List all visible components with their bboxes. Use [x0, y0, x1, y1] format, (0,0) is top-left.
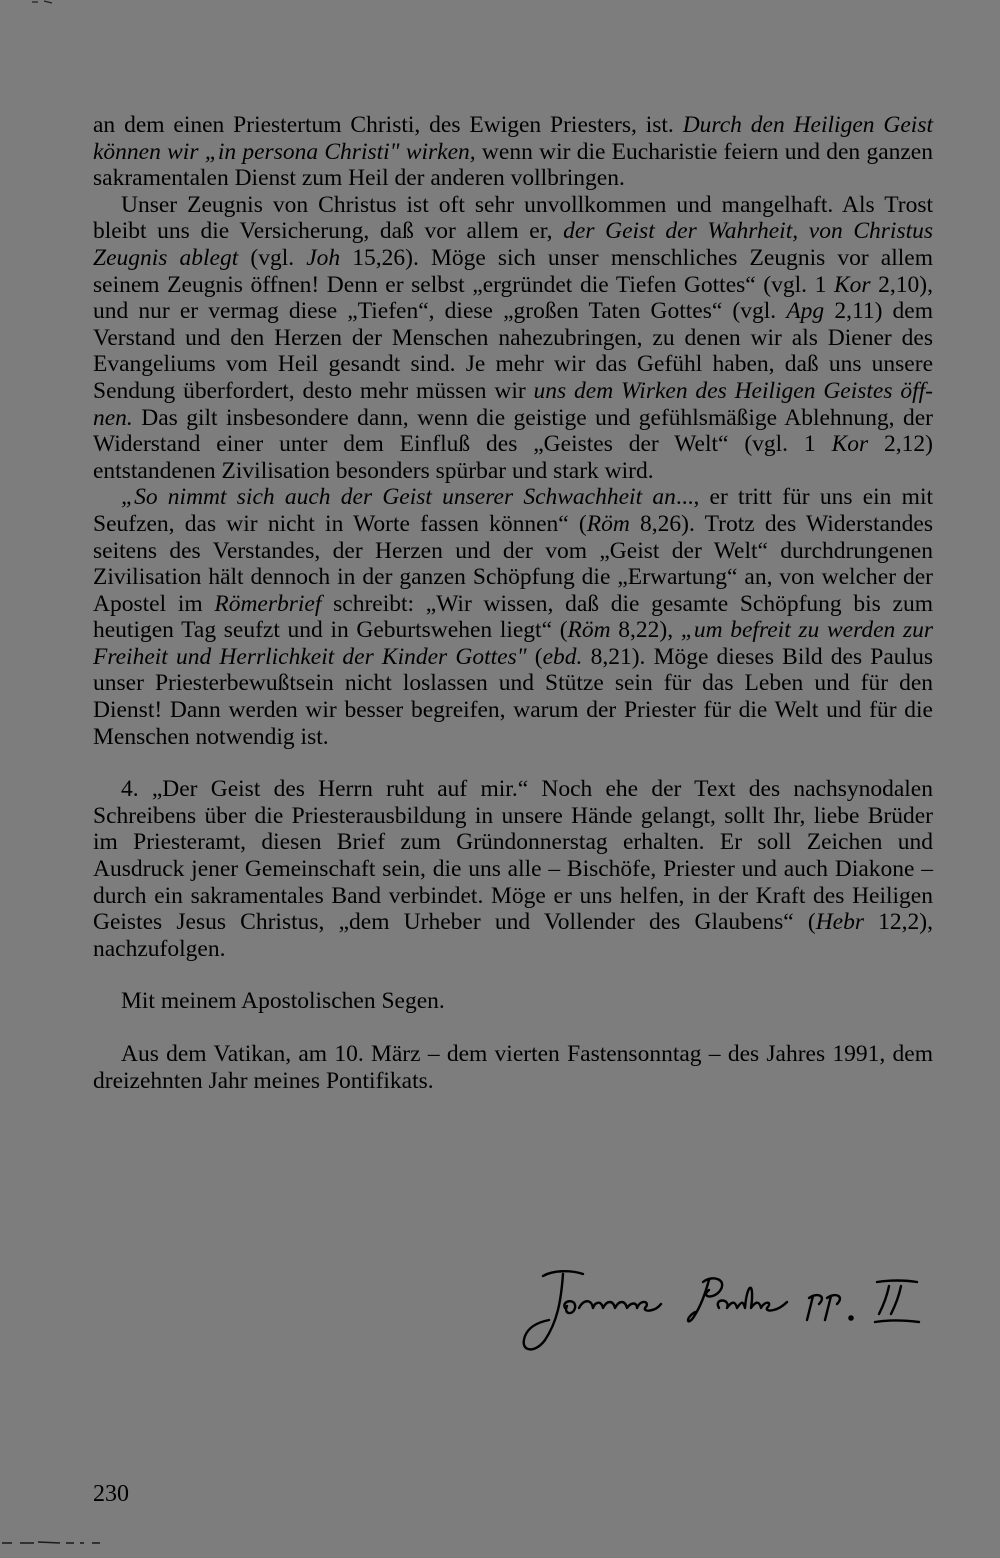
text-run: Mit meinem Apostolischen Segen.	[121, 988, 445, 1015]
text-run: 15,26). Möge sich unser menschliches Zeugnis vor allem seinem Zeugnis öffnen! Denn er selbst „ergründet die Tiefen Gottes“ (vgl. 1	[93, 244, 934, 298]
text-run: 4. „Der Geist des Herrn ruht auf mir.“ Noch ehe der Text des nachsynodalen Schreibens über die Priesterausbildung in unsere Hände gelangt, sollt Ihr, liebe Brüder im Priesteramt, diesen Brief zum Gründonnerstag erhalten. Er soll Zeichen und Ausdruck jener Gemeinschaft sein, die uns alle – Bischöfe, Priester und auch Diakone – durch ein sakramentales Band verbindet. Möge er uns helfen, in der Kraft des Heiligen Geistes Jesus Christus, „dem Urheber und Vollender des Glaubens“ (	[93, 776, 933, 936]
paragraph-p1	[93, 112, 933, 192]
italic-text: der Geist der Wahrheit, von Christus Zeugnis ablegt	[93, 218, 934, 271]
italic-text: Hebr	[815, 909, 864, 936]
text-run: Unser Zeugnis von Christus ist oft sehr unvollkommen und mangelhaft. Als Trost bleibt uns die Versicherung, daß vor allem er,	[93, 191, 933, 245]
text-run: wenn wir die Eucharistie feiern und den ganzen sakramentalen Dienst zum Heil der anderen vollbringen.	[93, 138, 933, 192]
text-run: 2,11) dem Verstand und den Herzen der Menschen nahezubringen, zu denen wir als Diener des Evangeliums vom Heil gesandt sind. Je mehr wir das Gefühl haben, daß uns unsere Sendung überfordert, desto mehr müssen wir	[93, 298, 933, 404]
italic-text: ebd.	[542, 643, 583, 670]
text-run: Das gilt insbesondere dann, wenn die geistige und gefühlsmäßige Ablehnung, der Widerstand einer unter dem Einfluß des „Geistes der Welt“ (vgl. 1	[93, 404, 933, 458]
scan-artifact-bottom	[0, 1538, 110, 1548]
page-number: 230	[93, 1481, 129, 1507]
italic-text: Apg	[786, 298, 825, 325]
text-run: Aus dem Vatikan, am 10. März – dem vierten Fastensonntag – des Jahres 1991, dem dreizehnten Jahr meines Pontifikats.	[93, 1041, 933, 1094]
italic-text: „um befreit zu werden zur Freiheit und Herrlichkeit der Kinder Gottes"	[93, 617, 933, 670]
text-run: 8,21). Möge dieses Bild des Paulus unser Priesterbewußtsein nicht loslassen und Stütze sein für das Leben und für den Dienst! Dann werden wir besser begreifen, warum der Priester für die Welt und für die Menschen notwendig ist.	[93, 643, 933, 750]
text-run: an dem einen Priestertum Christi, des Ewigen Priesters, ist.	[93, 112, 683, 138]
text-run: 2,12) entstandenen Zivilisation besonders spürbar und stark wird.	[93, 431, 933, 484]
text-run: (vgl.	[238, 244, 307, 271]
italic-text: Kor	[831, 431, 869, 458]
italic-text: Kor	[833, 271, 871, 298]
paragraph-p3	[93, 484, 933, 750]
text-run: 8,26). Trotz des Widerstandes seitens des Verstandes, der Herzen und der vom „Geist der Welt“ durchdrungenen Zivilisation hält dennoch in der ganzen Schöpfung die „Erwartung“ an, von welcher der Apostel im	[93, 510, 933, 617]
text-run: 8,22),	[610, 617, 681, 644]
text-run: (	[526, 643, 543, 670]
paragraph-p5	[93, 988, 933, 1015]
paragraph-p4	[93, 776, 933, 962]
italic-text: uns dem Wirken des Heiligen Geistes öffnen.	[93, 377, 933, 431]
text-run: ..., er tritt für uns ein mit Seufzen, das wir nicht in Worte fassen können“ (	[93, 484, 933, 537]
text-run: schreibt: „Wir wissen, daß die gesamte Schöpfung bis zum heutigen Tag seufzt und in Geburtswehen liegt“ (	[93, 590, 933, 644]
italic-text: „So nimmt sich auch der Geist unserer Schwachheit an	[121, 484, 676, 511]
signature-image	[505, 1262, 945, 1362]
scan-artifact-top	[30, 0, 60, 5]
italic-text: Römerbrief	[214, 590, 322, 617]
paragraph-p2	[93, 192, 933, 485]
italic-text: Röm	[567, 617, 611, 644]
italic-text: Joh	[306, 244, 341, 271]
italic-text: Röm	[586, 510, 630, 537]
italic-text: Durch den Heiligen Geist können wir „in persona Christi" wirken,	[93, 112, 933, 165]
text-run: 2,10), und nur er vermag diese „Tiefen“, diese „großen Taten Gottes“ (vgl.	[93, 271, 933, 325]
paragraph-p6	[93, 1041, 933, 1094]
text-run: 12,2), nachzufolgen.	[93, 909, 933, 962]
letter-body	[93, 112, 933, 1094]
